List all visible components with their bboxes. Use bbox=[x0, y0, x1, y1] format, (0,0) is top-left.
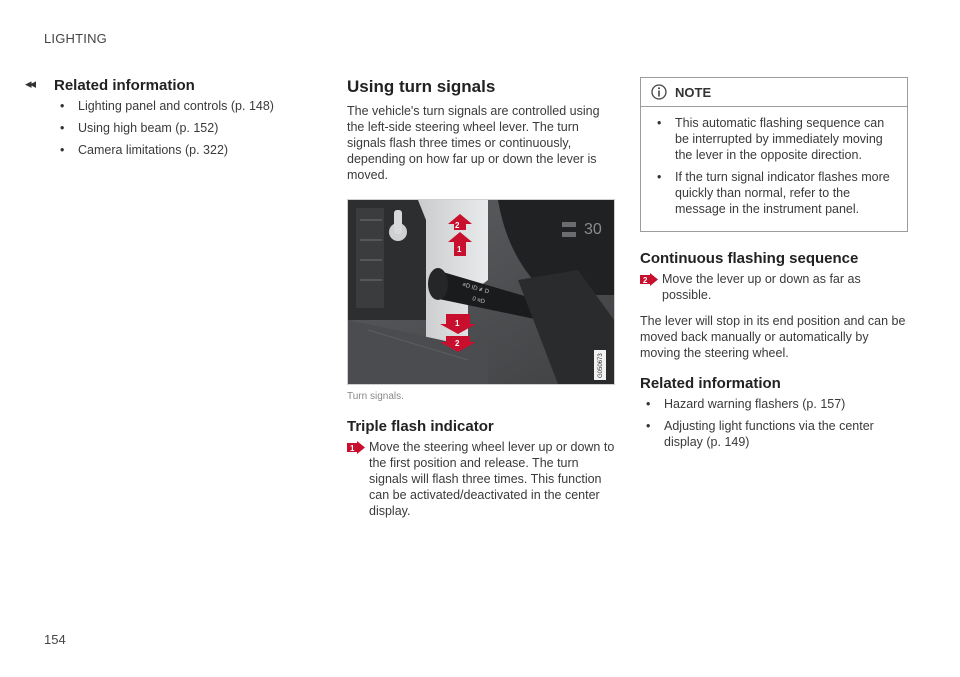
related-info-heading: Related information bbox=[54, 77, 195, 94]
step-2-text: Move the lever up or down as far as possible. bbox=[662, 272, 861, 302]
figure-marker: 2 bbox=[455, 221, 460, 230]
step-2 bbox=[640, 271, 908, 303]
step-2-number: 2 bbox=[643, 276, 648, 285]
turn-signal-figure bbox=[347, 199, 615, 385]
step-1-icon bbox=[347, 441, 365, 454]
figure-caption: Turn signals. bbox=[347, 391, 404, 402]
middle-column bbox=[347, 77, 617, 519]
continuation-icon: ◂◂ bbox=[25, 76, 35, 91]
triple-flash-heading: Triple flash indicator bbox=[347, 418, 494, 435]
note-title: NOTE bbox=[675, 84, 712, 100]
image-code: G050673 bbox=[598, 353, 604, 378]
figure-marker: 2 bbox=[455, 339, 460, 348]
page-number: 154 bbox=[44, 632, 66, 647]
continuous-body: The lever will stop in its end position and can be moved back manually or automatically by moving the steering wheel. bbox=[640, 314, 906, 360]
svg-text:≡D ID ≢D: ≡D ID ≢D bbox=[461, 282, 490, 296]
step-2-icon bbox=[640, 273, 658, 286]
page-title: Using turn signals bbox=[347, 77, 496, 96]
section-label: LIGHTING bbox=[44, 31, 107, 46]
step-1 bbox=[347, 439, 617, 519]
note-list bbox=[651, 115, 897, 217]
figure-marker: 1 bbox=[457, 245, 462, 254]
note-item: • This automatic flashing sequence can be interrupted by immediately moving the lever in the opposite direction. bbox=[651, 115, 897, 163]
svg-text:0 ≡D: 0 ≡D bbox=[471, 296, 486, 306]
right-column bbox=[640, 77, 908, 456]
related-info-heading-2: Related information bbox=[640, 375, 781, 392]
continuous-heading: Continuous flashing sequence bbox=[640, 250, 859, 267]
related-link[interactable]: • Lighting panel and controls (p. 148) bbox=[54, 98, 314, 114]
note-box bbox=[640, 77, 908, 232]
intro-paragraph: The vehicle's turn signals are controlled using the left-side steering wheel lever. The turn signals flash three times or continuously, depending on how far up or down the lever is moved. bbox=[347, 104, 600, 182]
speed-readout: 30 bbox=[584, 221, 602, 238]
related-link[interactable]: • Using high beam (p. 152) bbox=[54, 120, 314, 136]
left-column bbox=[54, 77, 314, 164]
related-link[interactable]: • Adjusting light functions via the center display (p. 149) bbox=[640, 418, 908, 450]
related-link[interactable]: • Camera limitations (p. 322) bbox=[54, 142, 314, 158]
related-info-list bbox=[54, 98, 314, 158]
turn-signal-illustration bbox=[348, 200, 614, 384]
related-info-list-2 bbox=[640, 396, 908, 450]
note-header bbox=[641, 78, 907, 107]
info-circle-icon bbox=[651, 84, 667, 100]
step-1-number: 1 bbox=[350, 444, 355, 453]
note-item: • If the turn signal indicator flashes more quickly than normal, refer to the message in the instrument panel. bbox=[651, 169, 897, 217]
figure-marker: 1 bbox=[455, 319, 460, 328]
step-1-text: Move the steering wheel lever up or down to the first position and release. The turn signals will flash three times. This function can be activated/deactivated in the center display. bbox=[369, 440, 615, 518]
related-link[interactable]: • Hazard warning flashers (p. 157) bbox=[640, 396, 908, 412]
